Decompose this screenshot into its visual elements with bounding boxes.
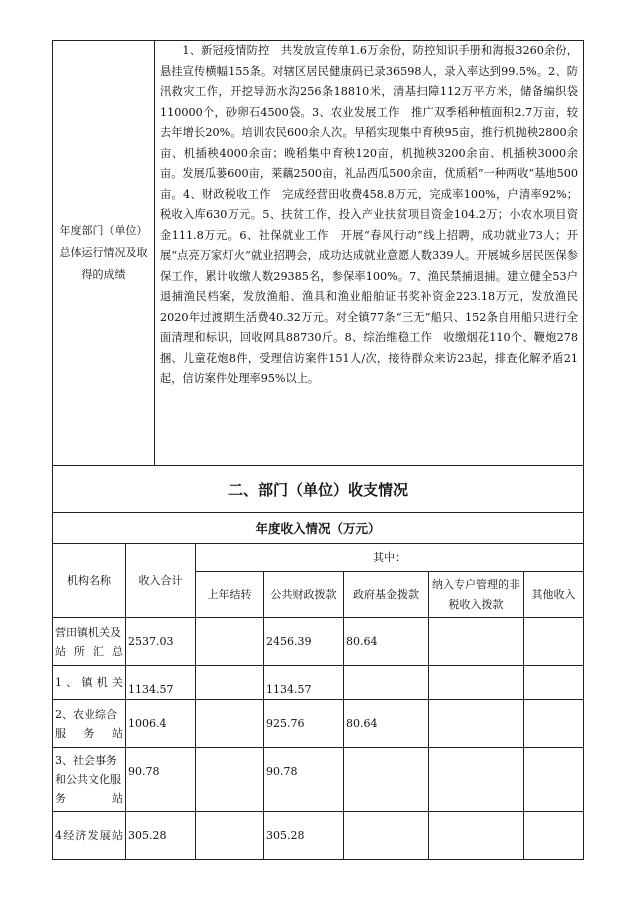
row-other xyxy=(524,748,584,812)
row-carryover xyxy=(196,748,264,812)
row-non-tax xyxy=(429,666,524,700)
row-org: 4经济发展站 xyxy=(53,812,126,860)
performance-table xyxy=(52,40,584,466)
row-carryover xyxy=(196,666,264,700)
row-total: 1006.4 xyxy=(126,700,196,748)
row-non-tax xyxy=(429,812,524,860)
row-other xyxy=(524,812,584,860)
row-total: 1134.57 xyxy=(126,666,196,700)
performance-label: 年度部门（单位）总体运行情况及取得的成绩 xyxy=(53,41,155,466)
table-row xyxy=(53,618,584,666)
income-title: 年度收入情况（万元） xyxy=(53,513,584,544)
row-public-finance: 90.78 xyxy=(264,748,344,812)
row-total: 2537.03 xyxy=(126,618,196,666)
section-title: 二、部门（单位）收支情况 xyxy=(53,466,584,513)
row-gov-fund xyxy=(344,748,429,812)
row-org: 1、镇机关 xyxy=(53,666,126,700)
header-gov-fund: 政府基金拨款 xyxy=(344,572,429,618)
row-gov-fund xyxy=(344,666,429,700)
row-public-finance: 925.76 xyxy=(264,700,344,748)
row-org: 营田镇机关及站所汇总 xyxy=(53,618,126,666)
table-row xyxy=(53,700,584,748)
row-total: 305.28 xyxy=(126,812,196,860)
row-org: 2、农业综合服务站 xyxy=(53,700,126,748)
table-row xyxy=(53,812,584,860)
row-carryover xyxy=(196,812,264,860)
row-other xyxy=(524,700,584,748)
header-org: 机构名称 xyxy=(53,544,126,618)
row-public-finance: 305.28 xyxy=(264,812,344,860)
header-total: 收入合计 xyxy=(126,544,196,618)
table-row xyxy=(53,666,584,700)
header-other: 其他收入 xyxy=(524,572,584,618)
row-other xyxy=(524,666,584,700)
row-gov-fund: 80.64 xyxy=(344,618,429,666)
row-carryover xyxy=(196,618,264,666)
table-row xyxy=(53,748,584,812)
row-non-tax xyxy=(429,748,524,812)
row-non-tax xyxy=(429,618,524,666)
row-public-finance: 2456.39 xyxy=(264,618,344,666)
row-other xyxy=(524,618,584,666)
row-non-tax xyxy=(429,700,524,748)
performance-text: 1、新冠疫情防控 共发放宣传单1.6万余份，防控知识手册和海报3260余份，悬挂宣传横幅155条。对辖区居民健康码已录36598人，录入率达到99.5%。2、防汛救灾工作，开挖导沥水沟256条18810米，清基扫障112万平方米，储备编织袋110000个，砂卵石4500袋。3、农业发展工作 推广双季稻种植面积2.7万亩，较去年增长20%。培训农民600余人次。早稻实现集中育秧95亩，推行机抛秧2800余亩、机插秧4000余亩；晚稻集中育秧120亩，机抛秧3200余亩、机插秧3000余亩。发展瓜蒌600亩，莱藕2500亩，礼品西瓜500余亩，优质稻“一种两收”基地500亩。4、财政税收工作 完成经营田收费458.8万元，完成率100%，户清率92%；税收入库630万元。5、扶贫工作，投入产业扶贫项目资金104.2万；小农水项目资金111.8万元。6、社保就业工作 开展“春风行动”线上招聘，成功就业73人；开展“点亮万家灯火”就业招聘会，成功达成就业意愿人数339人。开展城乡居民医保参保工作，累计收缴人数29385名，参保率100%。7、渔民禁捕退捕。建立健全53户退捕渔民档案，发放渔船、渔具和渔业船舶证书奖补资金223.18万元，发放渔民2020年过渡期生活费40.32万元。对全镇77条“三无”船只、152条自用船只进行全面清理和标识，回收网具88730斤。8、综治维稳工作 收缴烟花110个、鞭炮278捆、儿童花炮8件，受理信访案件151人/次，接待群众来访23起，排查化解矛盾21起，信访案件处理率95%以上。 xyxy=(160,44,578,385)
document-page xyxy=(52,40,583,860)
row-gov-fund xyxy=(344,812,429,860)
header-of-which: 其中： xyxy=(196,544,584,572)
row-public-finance: 1134.57 xyxy=(264,666,344,700)
header-public-finance: 公共财政拨款 xyxy=(264,572,344,618)
row-org: 3、社会事务和公共文化服务站 xyxy=(53,748,126,812)
row-total: 90.78 xyxy=(126,748,196,812)
header-carryover: 上年结转 xyxy=(196,572,264,618)
row-carryover xyxy=(196,700,264,748)
row-gov-fund: 80.64 xyxy=(344,700,429,748)
income-table xyxy=(52,466,584,860)
performance-text-cell xyxy=(155,41,584,466)
header-non-tax: 纳入专户管理的非税收入拨款 xyxy=(429,572,524,618)
